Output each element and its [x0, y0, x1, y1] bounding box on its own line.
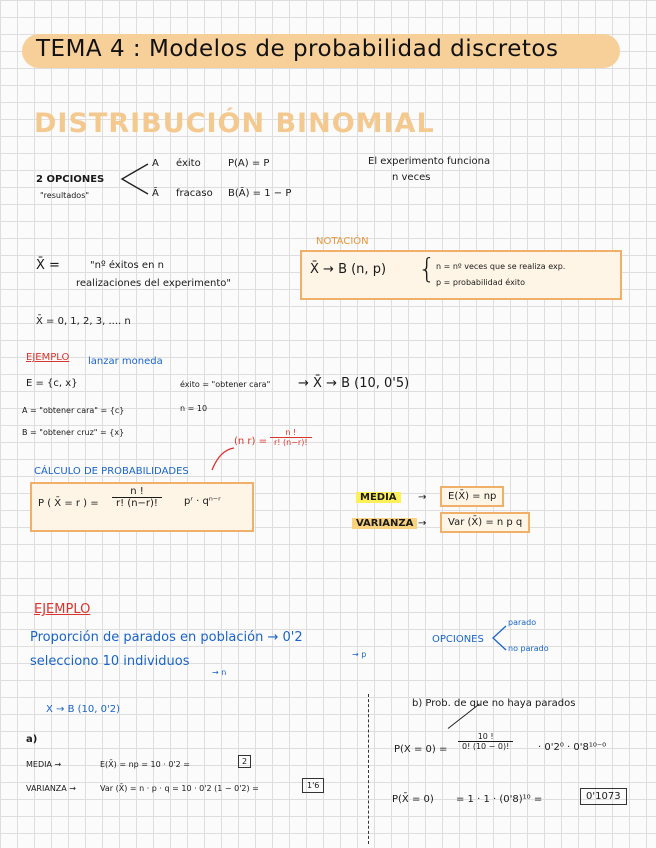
- example2-b-num: 10 !: [458, 732, 513, 742]
- example2-options-bracket: [490, 624, 508, 652]
- probability-label: CÁLCULO DE PROBABILIDADES: [34, 466, 189, 477]
- example2-label: EJEMPLO: [34, 602, 91, 617]
- example2-b2-lhs: P(X̄ = 0): [392, 794, 434, 805]
- media-label: MEDIA: [356, 492, 401, 503]
- example2-part-a: a): [26, 734, 38, 745]
- example1-exito: éxito = "obtener cara": [180, 380, 271, 389]
- option-abar-prob: B(Ā) = 1 − P: [228, 188, 292, 199]
- example1-a-def: A = "obtener cara" = {c}: [22, 406, 125, 415]
- options-bracket: [118, 160, 152, 198]
- combination-lhs: (n r) =: [234, 436, 267, 447]
- combination-den: r! (n−r)!: [274, 438, 308, 447]
- experiment-note-2: n veces: [392, 172, 431, 183]
- example2-p-mark: → p: [352, 650, 367, 659]
- example2-media-label: MEDIA →: [26, 760, 62, 769]
- example2-part-b: b) Prob. de que no haya parados: [412, 698, 576, 709]
- example2-var-label: VARIANZA →: [26, 784, 77, 793]
- column-divider: [368, 694, 369, 844]
- notation-line-1: n = nº veces que se realiza exp.: [436, 262, 566, 271]
- probability-lhs: P ( X̄ = r ) =: [38, 498, 99, 509]
- example2-opt-1: parado: [508, 618, 537, 627]
- example2-media-result: 2: [238, 755, 251, 768]
- notation-brace: {: [418, 252, 436, 285]
- option-a-label: A: [152, 158, 159, 169]
- example1-label: EJEMPLO: [26, 352, 70, 363]
- example1-b-def: B = "obtener cruz" = {x}: [22, 428, 125, 437]
- varianza-arrow: →: [418, 518, 427, 529]
- experiment-note-1: El experimento funciona: [368, 156, 491, 167]
- example2-var-formula: Var (X̄) = n · p · q = 10 · 0'2 (1 − 0'2) =: [100, 784, 259, 793]
- option-abar-label: Ā: [152, 188, 159, 199]
- notation-formula: X̄ → B (n, p): [310, 262, 387, 277]
- example2-b-tail: · 0'2⁰ · 0'8¹⁰⁻⁰: [538, 742, 607, 753]
- probability-den: r! (n−r)!: [116, 498, 158, 509]
- probability-fraction: [112, 486, 162, 509]
- media-arrow: →: [418, 492, 427, 503]
- example2-media-formula: E(X̄) = np = 10 · 0'2 =: [100, 760, 190, 769]
- options-label: 2 OPCIONES: [36, 174, 105, 185]
- example2-line-1: Proporción de parados en población → 0'2: [30, 630, 303, 645]
- combination-fraction: [270, 428, 312, 447]
- example2-n-mark: → n: [212, 668, 227, 677]
- example2-b2-mid: = 1 · 1 · (0'8)¹⁰ =: [456, 794, 543, 805]
- example1-sublabel: lanzar moneda: [88, 356, 163, 367]
- option-a-word: éxito: [176, 158, 201, 169]
- section-title: DISTRIBUCIÓN BINOMIAL: [34, 108, 435, 139]
- option-a-prob: P(A) = P: [228, 158, 270, 169]
- notation-line-2: p = probabilidad éxito: [436, 278, 526, 287]
- example1-result: → X̄ → B (10, 0'5): [298, 376, 410, 391]
- media-formula: E(X̄) = np: [440, 486, 504, 507]
- example2-var-result: 1'6: [302, 778, 324, 793]
- combination-num: n !: [270, 428, 312, 438]
- example2-b-fraction: [458, 732, 513, 751]
- example2-options-label: OPCIONES: [432, 634, 484, 645]
- example2-b-den: 0! (10 − 0)!: [462, 742, 510, 751]
- example1-n: n = 10: [180, 404, 208, 413]
- page-title: TEMA 4 : Modelos de probabilidad discretos: [36, 36, 559, 62]
- example2-line-2: selecciono 10 individuos: [30, 654, 190, 669]
- example2-b-lhs: P(X = 0) =: [394, 744, 448, 755]
- definition-lhs: X̄ =: [36, 258, 60, 273]
- option-abar-word: fracaso: [176, 188, 213, 199]
- example2-b2-result: 0'1073: [580, 788, 627, 805]
- definition-rhs-2: realizaciones del experimento": [76, 278, 231, 289]
- combination-arrow: [208, 444, 238, 474]
- example1-e-set: E = {c, x}: [26, 378, 78, 389]
- example2-dist: X → B (10, 0'2): [46, 704, 120, 715]
- probability-tail: pʳ · qⁿ⁻ʳ: [184, 496, 221, 507]
- notation-label: NOTACIÓN: [316, 236, 369, 247]
- varianza-label: VARIANZA: [352, 518, 417, 529]
- varianza-formula: Var (X̄) = n p q: [440, 512, 530, 533]
- definition-rhs-1: "nº éxitos en n: [90, 260, 164, 271]
- example2-opt-2: no parado: [508, 644, 549, 653]
- options-sublabel: "resultados": [40, 191, 90, 200]
- definition-values: X̄ = 0, 1, 2, 3, .... n: [36, 316, 131, 327]
- probability-num: n !: [112, 486, 162, 498]
